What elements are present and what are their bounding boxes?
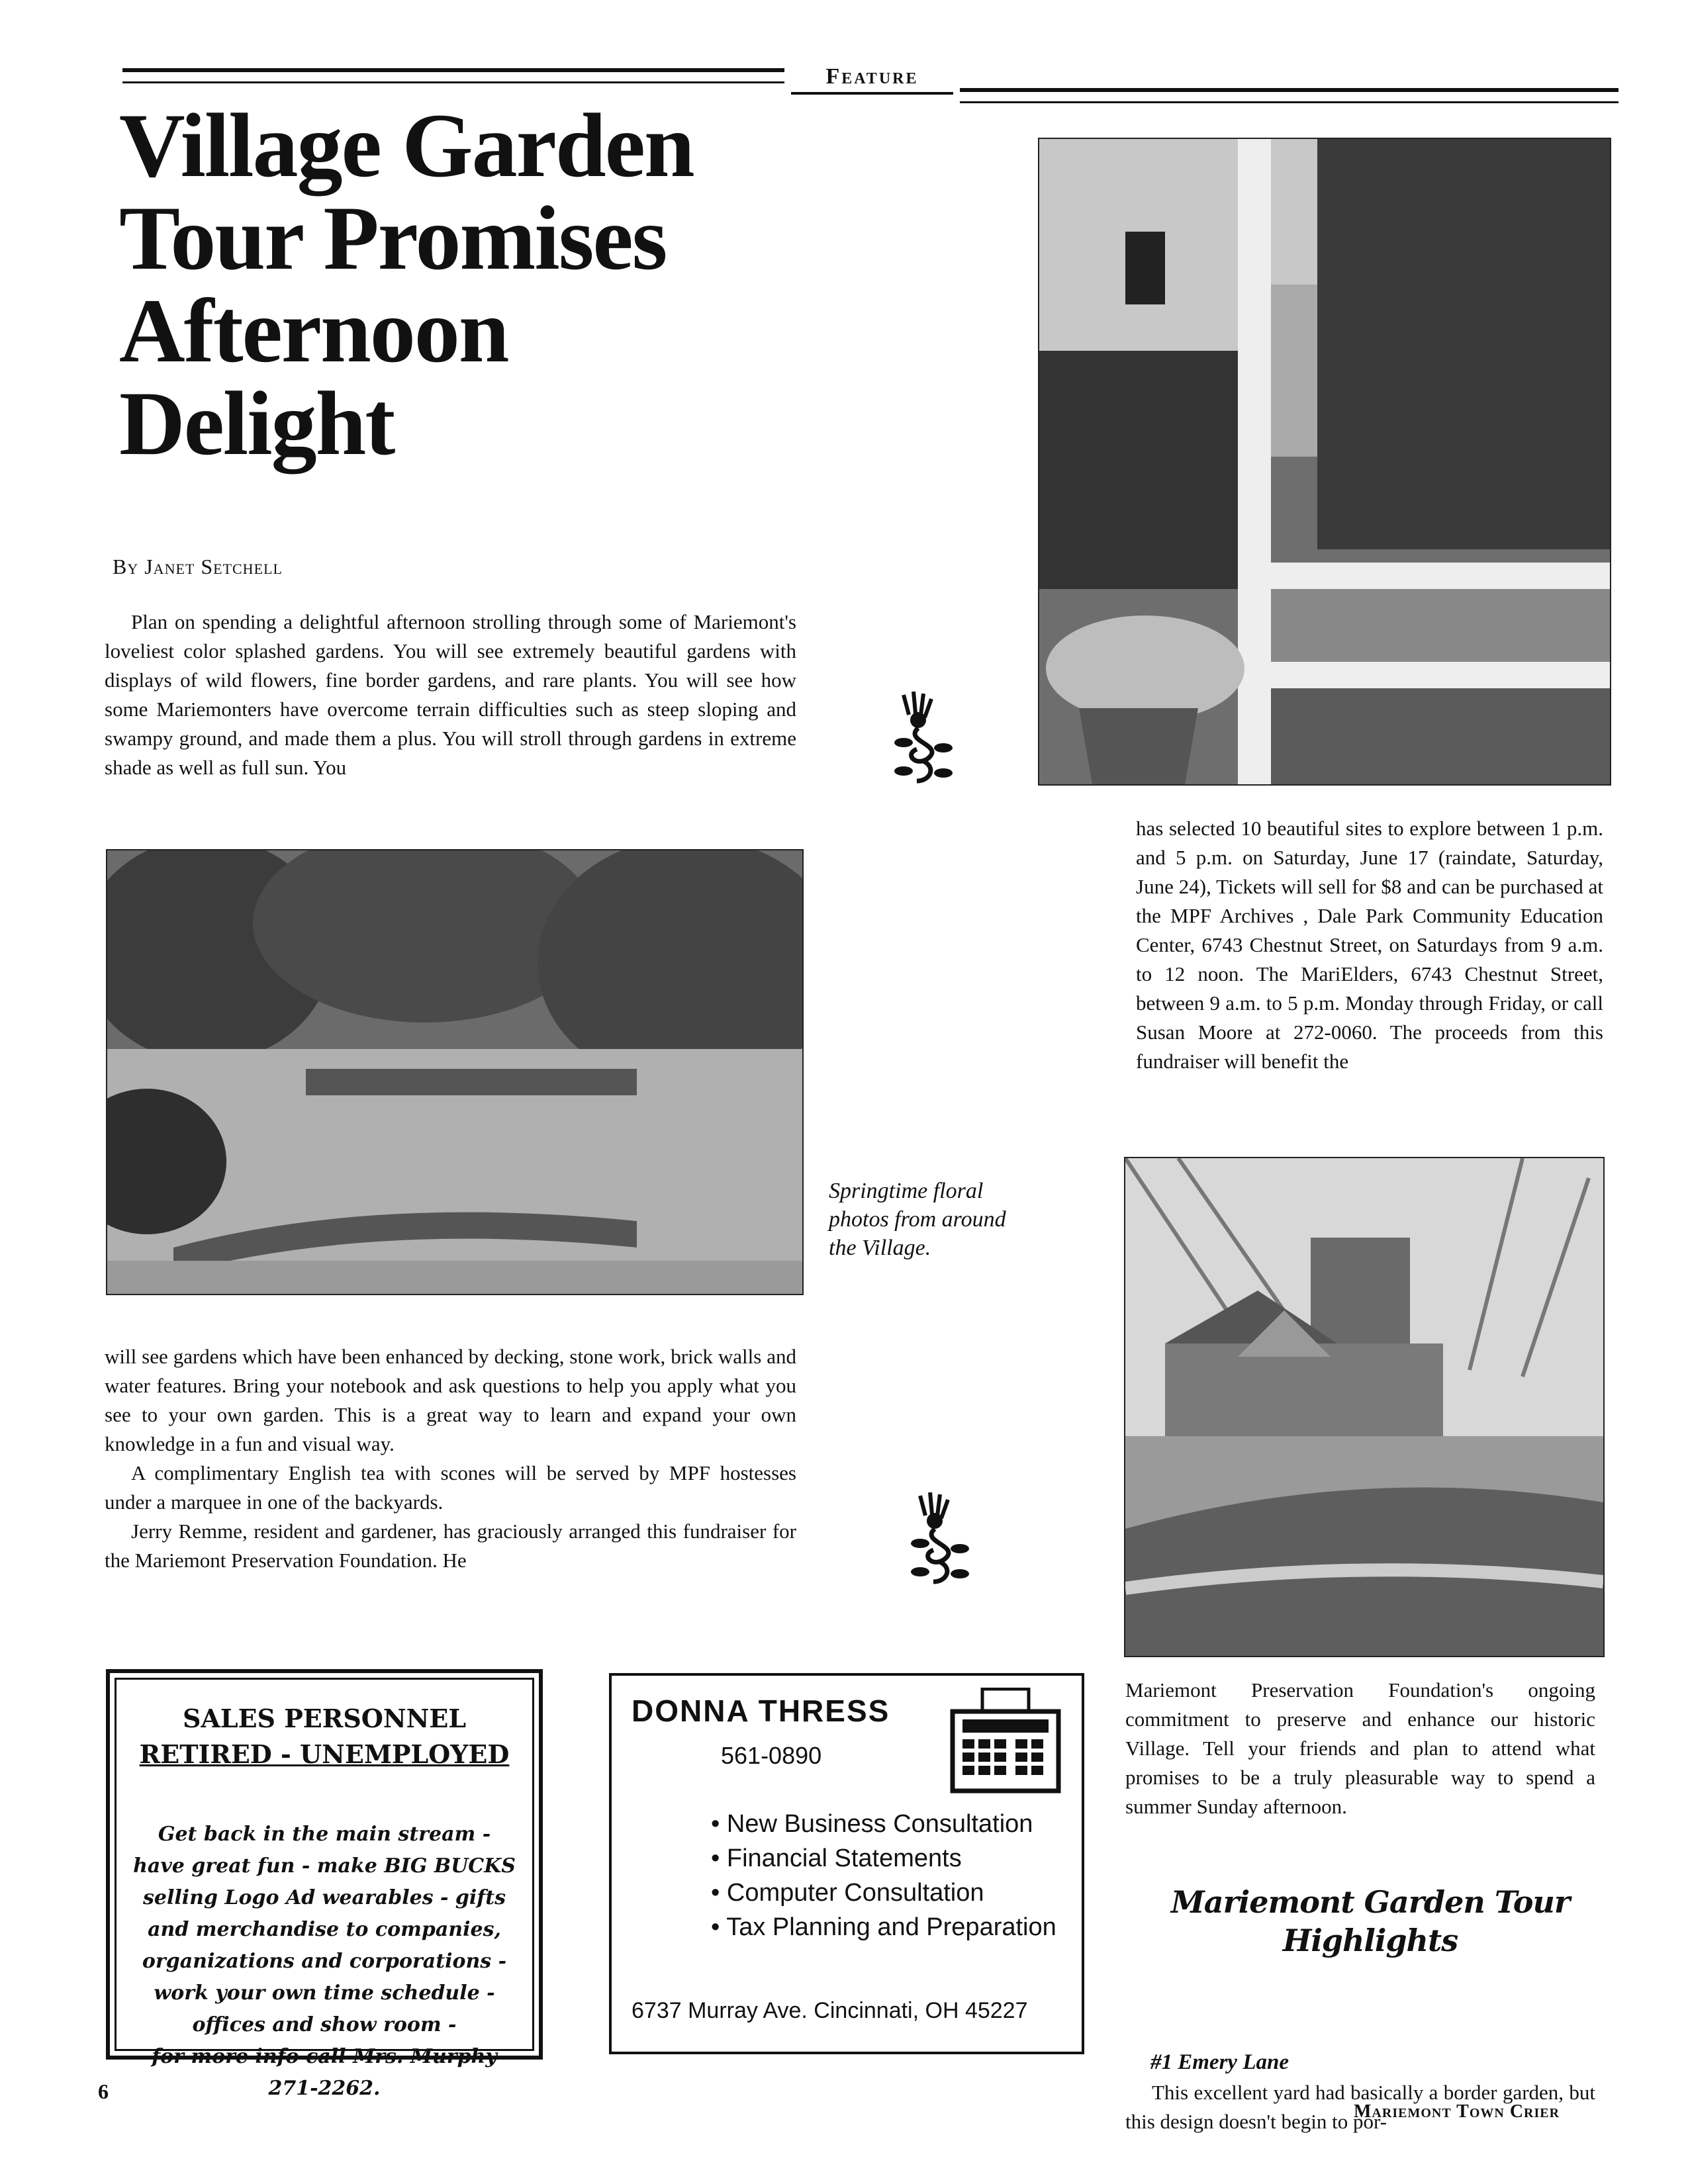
ad-body	[130, 1819, 519, 2105]
floral-ornament-icon	[894, 1489, 993, 1588]
calculator-icon	[949, 1688, 1062, 1794]
ad-line: work your own time schedule -	[154, 1981, 495, 2005]
article-column-2-bottom	[1125, 1676, 1595, 1821]
photo-caption: Springtime floral photos from around the Village.	[829, 1179, 1006, 1260]
paragraph: Mariemont Preservation Foundation's ongoing commitment to preserve and enhance our historic Village. Tell your friends and plan to attend what promises to be a truly pleasurable way to spend a summer Sunday afternoon.	[1125, 1678, 1595, 1818]
service-item: • Tax Planning and Preparation	[711, 1910, 1056, 1944]
ad-line: have great fun - make BIG BUCKS	[133, 1854, 516, 1878]
ad-line: 271-2262.	[268, 2077, 381, 2100]
ad-heading: RETIRED - UNEMPLOYED	[139, 1739, 510, 1769]
church-photo	[1124, 1157, 1605, 1657]
service-item: • Financial Statements	[711, 1841, 1056, 1876]
paragraph: will see gardens which have been enhanced by decking, stone work, brick walls and water features. Bring your notebook and ask questions to help you apply what you see to your own garden. This is a great way to learn and expand your own knowledge in a fun and visual way.	[105, 1345, 796, 1455]
donna-thress-ad	[609, 1673, 1084, 2054]
paragraph: Plan on spending a delightful afternoon strolling through some of Mariemont's loveliest color splashed gardens. You will see extremely beautiful gardens with displays of wild flowers, fine border gardens, and rare plants. You will see how some Mariemonters have overcome terrain difficulties such as steep sloping and swampy ground, and made them a plus. You will stroll through gardens in extreme shade as well as full sun. You	[105, 610, 796, 779]
ad-line: Get back in the main stream -	[158, 1823, 491, 1846]
title-line: Village Garden	[119, 95, 694, 196]
ad-line: selling Logo Ad wearables - gifts	[143, 1886, 506, 1909]
paragraph: A complimentary English tea with scones will be served by MPF hostesses under a marquee in one of the backyards.	[105, 1461, 796, 1514]
article-title	[119, 95, 980, 474]
ad-heading: SALES PERSONNEL	[182, 1704, 467, 1733]
title-line: Tour Promises	[119, 187, 667, 289]
ad-address: 6737 Murray Ave. Cincinnati, OH 45227	[632, 1998, 1028, 2023]
article-column-1-bottom	[105, 1342, 796, 1575]
garden-lawn-photo	[106, 849, 804, 1295]
section-label: Feature	[788, 64, 957, 95]
article-column-2-top	[1136, 814, 1603, 1076]
page-number: 6	[98, 2079, 109, 2103]
header-rule-right	[960, 88, 1618, 103]
title-line: Afternoon	[119, 280, 508, 381]
header-rule-left	[122, 68, 784, 83]
services-list	[711, 1807, 1056, 1944]
article-column-1-top	[105, 608, 796, 782]
ad-phone: 561-0890	[721, 1742, 822, 1769]
service-item: • New Business Consultation	[711, 1807, 1056, 1841]
title-line: Delight	[119, 373, 395, 474]
paragraph: This excellent yard had basically a border garden, but this design doesn't begin to por-	[1125, 2081, 1595, 2133]
sales-personnel-ad	[106, 1669, 543, 2100]
service-item: • Computer Consultation	[711, 1876, 1056, 1910]
paragraph: Jerry Remme, resident and gardener, has graciously arranged this fundraiser for the Mariemont Preservation Foundation. He	[105, 1520, 796, 1572]
highlights-heading-line: Mariemont Garden Tour	[1170, 1884, 1570, 1920]
floral-ornament-icon	[877, 688, 976, 788]
lantern-porch-photo	[1038, 138, 1611, 786]
highlights-heading-line: Highlights	[1282, 1923, 1458, 1958]
ad-line: and merchandise to companies,	[148, 1918, 501, 1941]
ad-line: for more info call Mrs. Murphy	[152, 2045, 497, 2068]
paragraph: has selected 10 beautiful sites to explore between 1 p.m. and 5 p.m. on Saturday, June 17 (raindate, Saturday, June 24), Tickets will sell for $8 and can be purchased at the MPF Archives , Dale Park Community Education Center, 6743 Chestnut Street, on Saturdays from 9 a.m. to 12 noon. The MariElders, 6743 Chestnut Street, between 9 a.m. to 5 p.m. Monday through Friday, or call Susan Moore at 272-0060. The proceeds from this fundraiser will benefit the	[1136, 817, 1603, 1073]
highlight-item-title: #1 Emery Lane	[1150, 2050, 1289, 2074]
ad-line: organizations and corporations -	[142, 1950, 507, 1973]
publication-name: Mariemont Town Crier	[1354, 2101, 1560, 2122]
highlights-heading	[1132, 1883, 1609, 1960]
ad-line: offices and show room -	[192, 2013, 457, 2036]
byline: By Janet Setchell	[113, 555, 283, 578]
ad-business-name: DONNA THRESS	[632, 1694, 890, 1728]
